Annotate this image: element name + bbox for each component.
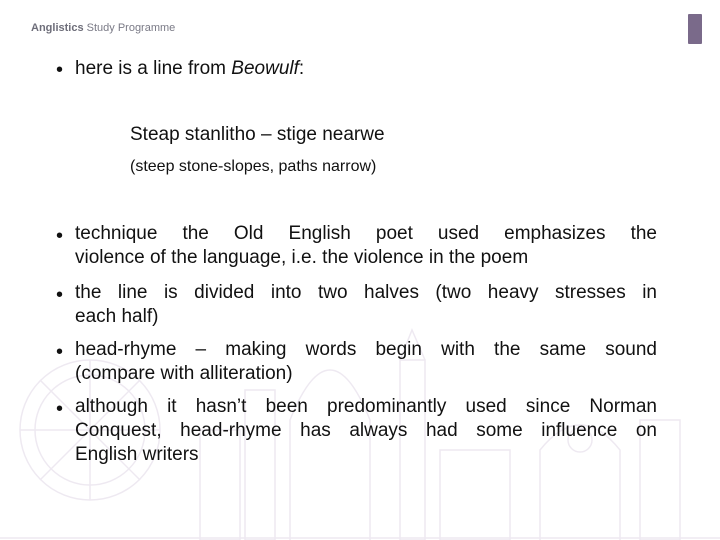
bullet-line: English writers: [75, 444, 199, 465]
intro-work-title: Beowulf: [231, 58, 299, 79]
bullet-line: head-rhyme – making words begin with the same sound: [75, 339, 657, 360]
bullet-line: each half): [75, 306, 159, 327]
bullet-line: Conquest, head-rhyme has always had some influence on: [75, 420, 657, 441]
quote-gloss: (steep stone-slopes, paths narrow): [130, 158, 377, 175]
intro-lead: here is a line from: [75, 58, 232, 79]
quote-line: Steap stanlitho – stige nearwe: [130, 124, 385, 145]
bullet-line: technique the Old English poet used emphasizes the: [75, 223, 657, 244]
bullet-icon: •: [56, 225, 64, 247]
bullet-line: (compare with alliteration): [75, 363, 293, 384]
intro-colon: :: [298, 58, 305, 79]
bullet-icon: •: [56, 341, 64, 363]
bullet-icon: •: [56, 398, 64, 420]
header-brand: Anglistics: [31, 22, 84, 34]
bullet-icon: •: [56, 284, 64, 306]
bullet-line: violence of the language, i.e. the violence in the poem: [75, 247, 529, 268]
intro-text: [75, 57, 304, 80]
header-subtitle: Study Programme: [86, 22, 176, 34]
bullet-line: the line is divided into two halves (two heavy stresses in: [75, 282, 657, 303]
bullet-icon: •: [56, 59, 64, 81]
bullet-line: although it hasn’t been predominantly used since Norman: [75, 396, 657, 417]
